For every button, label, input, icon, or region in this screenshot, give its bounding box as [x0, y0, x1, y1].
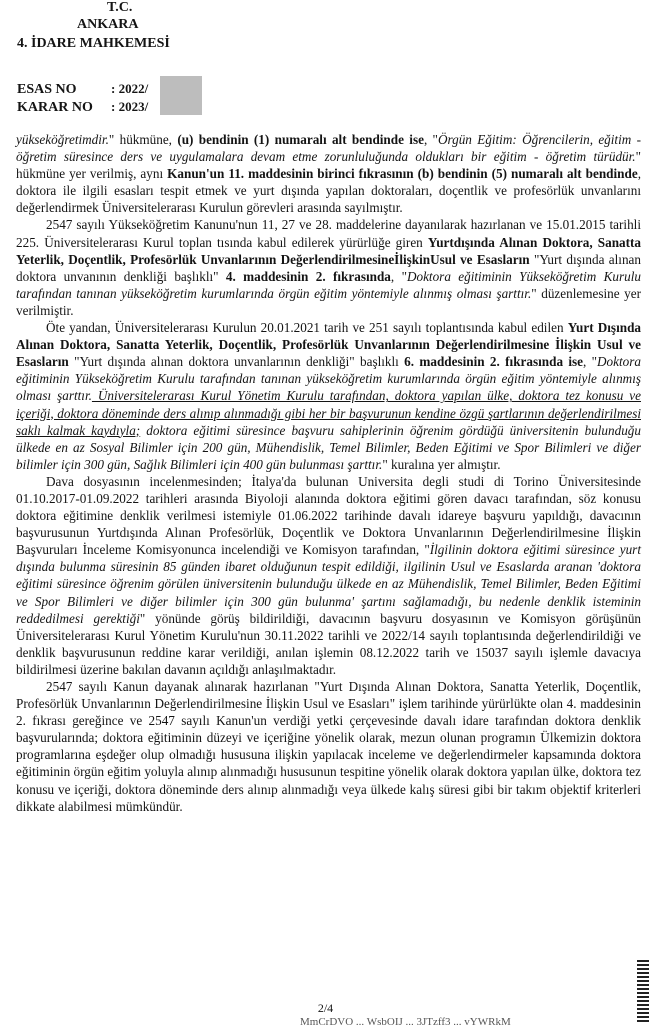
text-run: 4. maddesinin 2. fıkrasında [225, 268, 391, 284]
text-run: " hükmüne, [108, 132, 178, 147]
barcode-icon [637, 960, 649, 1024]
paragraph-1 [16, 131, 641, 216]
page-number: 2/4 [317, 1001, 334, 1015]
text-run: Dava dosyasının incelenmesinden; İtalya'da bulunan Universita degli studi di Torino Üniversitesinde 01.10.2017-01.09.2022 tarihleri arasında Biyoloji alanında doktora eğitimi gören davacı tarafından, söz konusu doktora eğitimine denklik verilmesi istemiyle 01.06.2022 tarihinde davalı idareye başvuru yapıldığı, davacının başvurusunun Yurtdışında Alınan Profesörlük, Doçentlik ve Doktora Unvanlarının Değerlendirilmesine İlişkin Başvuruları İnceleme Komisyonunca incelendiği ve Komisyon tarafından, " [16, 473, 641, 558]
text-run: Yurtdışında Alınan Doktora, Sanatta Yeterlik, Doçentlik, Profesörlük Unvanlarının DeğerlendirilmesineİlişkinUsul ve Esasların [16, 234, 642, 267]
text-run: " kuralına yer almıştır. [382, 456, 501, 472]
karar-value: : 2023/ [111, 99, 149, 114]
text-run: 2547 sayılı Kanun dayanak alınarak hazırlanan "Yurt Dışında Alınan Doktora, Sanatta Yeterlik, Doçentlik, Profesörlük Unvanlarının Değerlendirilmesine İlişkin Usul ve Esasları" işlem tarihinde yürürlükte olan 4. maddesinin 2. fıkrası gereğince ve 2547 sayılı Kanun'un verdiği yetki çerçevesinde davalı idare tarafından doktora denklik başvurularında; doktora eğitiminin düzeyi ve içeriğine yönelik olarak, mezun olunan programın Ülkemizin doktora programlarına eşdeğer olup olmadığı hususuna ilişkin yapılacak inceleme ve değerlendirmeler kapsamında doktora eğitiminin örgün eğitim yoluyla alınıp alınmadığı hususunun tespitine yönelik olarak doktora yapılan ülke, doktora tez konusu ve içeriği, doktora döneminde ders alınıp alınmadığı veya ülkede kalış süresi gibi bir takım objektif kriterleri dikkate alabilmesi mümkündür. [16, 679, 641, 814]
karar-row [17, 98, 148, 116]
header-court: 4. İDARE MAHKEMESİ [17, 36, 170, 51]
header-city: ANKARA [77, 17, 139, 32]
redaction-box [160, 76, 202, 115]
text-run: 2547 sayılı Yükseköğretim Kanunu'nun 11, 27 ve 28. maddelerine dayanılarak hazırlanan ve 15.01.2015 tarihli 225. Üniversitelerarası Kurul toplan tısında kabul edilerek yürürlüğe giren [16, 217, 641, 250]
text-run: " yönünde görüş bildirildiği, davacının başvuru dosyasının ve Komisyon görüşünün Üniversitelerarası Kurul Yönetim Kurulu'nun 30.11.2022 tarihli ve 2022/14 sayılı toplantısında değerlendirildiği ve denklik başvurusunun reddine karar verildiği, anılan işlemin 08.12.2022 tarih ve 15037 sayılı işlemle davacıya bildirilmesi üzerine bakılan davanın açıldığı anlaşılmaktadır. [16, 610, 642, 677]
text-run: , " [423, 132, 438, 147]
paragraph-5 [16, 678, 641, 815]
text-run: 6. maddesinin 2. fıkrasında ise [404, 354, 584, 370]
text-run: " düzenlemesine yer verilmiştir. [16, 285, 641, 318]
karar-label: KARAR NO [17, 100, 93, 115]
esas-value: : 2022/ [111, 81, 149, 96]
text-run: (u) bendinin (1) numaralı alt bendinde ise [177, 132, 424, 147]
paragraph-4 [16, 473, 641, 678]
text-run: "Yurt dışında alınan doktora unvanlarının denkliği" başlıklı [68, 354, 405, 370]
text-run: " hükmüne yer verilmiş, aynı [16, 149, 641, 182]
text-run: İlgilinin doktora eğitimi süresince yurt dışında bulunma süresinin 85 günden ibaret olduğunun tespit edildiği, ilgilinin Usul ve Esaslarda aranan 'doktora eğitimi süresince öğrenim görülen üniversitenin bulunduğu ülkede en az Mühendislik, Temel Bilimler, Beden Eğitimi ve Spor Bilimleri ve diğer bilimler için 300 gün bulunma' şartını sağlamadığı, bu nedenle denklik isteminin reddedilmesi gerektiği [16, 542, 641, 626]
text-run: Örgün Eğitim: Öğrencilerin, eğitim - öğretim süresince ders ve uygulamalara devam etme zorunluluğunda oldukları bir eğitim - öğretim türüdür. [16, 132, 641, 165]
text-run: doktora eğitimi süresince başvuru sahiplerinin öğrenim gördüğü üniversitenin bulunduğu ülkede en az Sosyal Bilimler için 200 gün, Mühendislik, Temel Bilimler, Beden Eğitimi ve Spor Bilimleri ve diğer bilimler için 300 gün, Sağlık Bilimleri için 400 gün bulunması şarttır. [16, 422, 641, 472]
verification-code: MmCrDVO ... WsbOIJ ... 3JTzff3 ... vYWRkM [300, 1016, 511, 1028]
text-run: Kanun'un 11. maddesinin birinci fıkrasının (b) bendinin (5) numaralı alt bendinde [167, 166, 638, 182]
document-body [16, 131, 641, 815]
underlined-text: Üniversitelerarası Kurul Yönetim Kurulu tarafından, doktora yapılan ülke, doktora tez konusu ve içeriği, doktora döneminde ders alınıp alınmadığı gibi her bir başvurunun kendine özgü şartlarının değerlendirilmesi saklı kalmak kaydıyla; [16, 388, 641, 438]
text-run: Doktora eğitiminin Yükseköğretim Kurulu tarafından tanınan yükseköğretim kurumlarında örgün eğitim yöntemiyle alınmış olması şarttır. [16, 354, 641, 404]
esas-label: ESAS NO [17, 82, 77, 97]
paragraph-3 [16, 319, 641, 473]
text-run: , " [390, 268, 407, 284]
text-run: yükseköğretimdir. [16, 132, 109, 147]
text-run: "Yurt dışında alınan doktora unvanının denkliği başlıklı" [16, 251, 641, 284]
text-run: Öte yandan, Üniversitelerarası Kurulun 20.01.2021 tarih ve 251 sayılı toplantısında kabul edilen [46, 320, 568, 336]
paragraph-2 [16, 216, 641, 319]
text-run: , doktora ile ilgili esasları tespit etmek ve yurt dışında yapılan doktoraları, doçentlik ve profesörlük unvanlarını değerlendirmek Üniversitelerarası Kurulun görevleri arasında sayılmıştır. [16, 166, 641, 216]
text-run: Doktora eğitiminin Yükseköğretim Kurulu tarafından tanınan yükseköğretim kurumlarında örgün eğitim yöntemiyle alınmış olması şarttır. [16, 268, 641, 301]
esas-row [17, 80, 148, 98]
header-tc: T.C. [107, 0, 133, 15]
text-run: , " [583, 354, 598, 370]
text-run: Yurt Dışında Alınan Doktora, Sanatta Yeterlik, Doçentlik, Profesörlük Unvanlarının Değerlendirilmesine İlişkin Usul ve Esasların [16, 320, 641, 370]
